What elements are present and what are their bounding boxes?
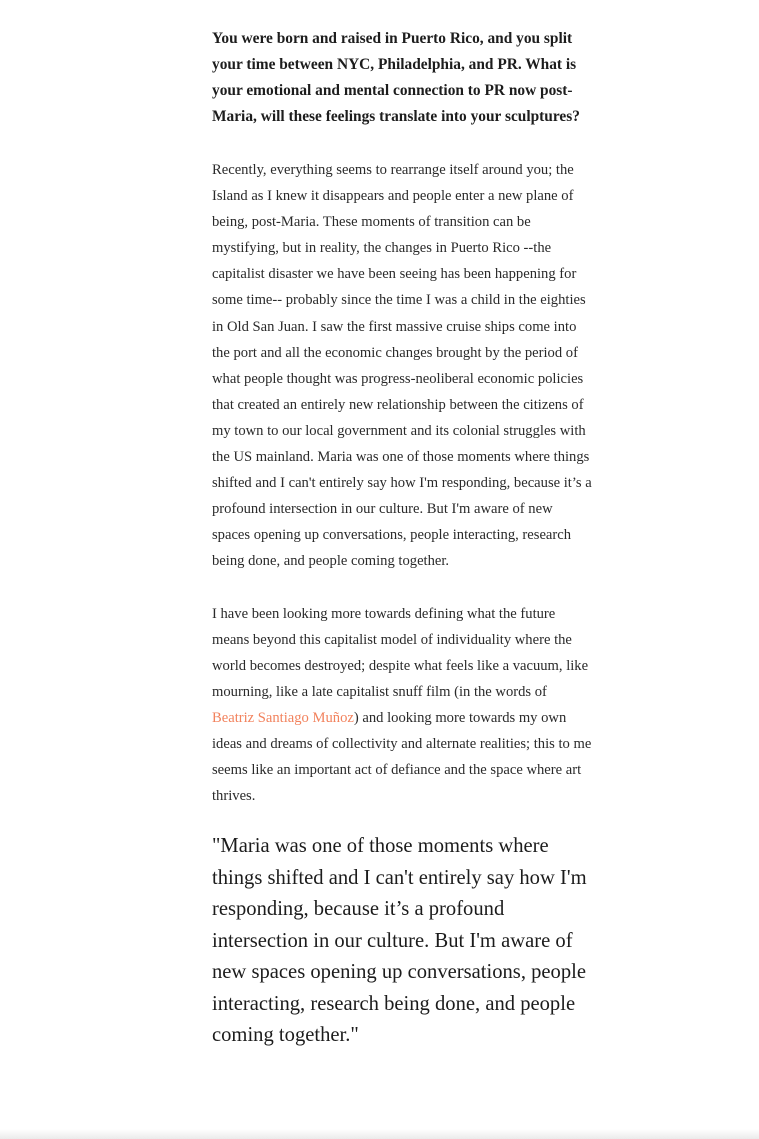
answer-paragraph-2	[212, 601, 592, 810]
paragraph-2-text-after: ) and looking more towards my own ideas and dreams of collectivity and alternate realities; this to me seems like an important act of defiance and the space where art thrives.	[212, 709, 592, 805]
artist-link-beatriz-santiago-munoz[interactable]: Beatriz Santiago Muñoz	[212, 709, 354, 726]
paragraph-2-text-before: I have been looking more towards defining what the future means beyond this capitalist model of individuality where the world becomes destroyed; despite what feels like a vacuum, like mourning, like a late capitalist snuff film (in the words of	[212, 605, 589, 700]
pull-quote: "Maria was one of those moments where things shifted and I can't entirely say how I'm responding, because it’s a profound intersection in our culture. But I'm aware of new spaces opening up conversations, people interacting, research being done, and people coming together."	[212, 835, 587, 1047]
article-body	[212, 26, 592, 1052]
answer-paragraph-1: Recently, everything seems to rearrange itself around you; the Island as I knew it disappears and people enter a new plane of being, post-Maria. These moments of transition can be mystifying, but in reality, the changes in Puerto Rico --the capitalist disaster we have been seeing has been happening for some time-- probably since the time I was a child in the eighties in Old San Juan. I saw the first massive cruise ships come into the port and all the economic changes brought by the period of what people thought was progress-neoliberal economic policies that created an entirely new relationship between the citizens of my town to our local government and its colonial struggles with the US mainland. Maria was one of those moments where things shifted and I can't entirely say how I'm responding, because it’s a profound intersection in our culture. But I'm aware of new spaces opening up conversations, people interacting, research being done, and people coming together.	[212, 162, 592, 570]
interview-question: You were born and raised in Puerto Rico, and you split your time between NYC, Philadelphia, and PR. What is your emotional and mental connection to PR now post-Maria, will these feelings translate into your sculptures?	[212, 30, 580, 125]
bottom-edge-shadow	[0, 1129, 759, 1139]
